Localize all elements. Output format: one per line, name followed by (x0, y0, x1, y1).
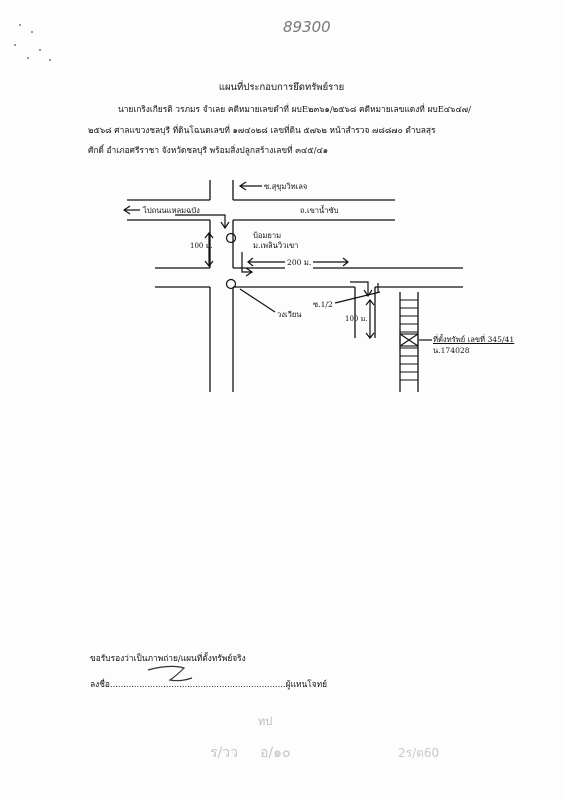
label-distance-100-left: 100 ม. (190, 242, 213, 250)
handwritten-mark-1: ทป (258, 715, 273, 728)
handwritten-mark-3: อ/๑๐ (260, 745, 291, 761)
label-soi-1-2: ซ.1/2 (313, 300, 333, 309)
description-line-1: นายเกริงเกียรติ วรภมร จำเลย คดีหมายเลขดำที่ ผบE๒๓๖๑/๒๕๖๘ คดีหมายเลขแดงที่ ผบE๔๖๔๗/ (118, 104, 471, 114)
label-deed-number: น.174028 (433, 346, 470, 355)
label-distance-100-right: 100 ม. (345, 315, 368, 323)
signature-line (90, 676, 327, 692)
signature-label: ลงชื่อ (90, 679, 110, 689)
label-sukhumvit-soi: ซ.สุขุมวิทเลจ (264, 182, 308, 191)
page-title: แผนที่ประกอบการยึดทรัพย์ราย (218, 82, 345, 93)
handwritten-signature (140, 664, 200, 686)
label-village: ม.เพลินวิวเขา (253, 241, 299, 250)
handwritten-mark-4: 2ร/ต60 (398, 746, 440, 760)
label-roundabout: วงเวียน (277, 310, 302, 319)
label-to-laem-chabang: ไปถนนแหลมฉบัง (143, 206, 200, 215)
signature-role: ผู้แทนโจทย์ (285, 679, 328, 689)
label-property-location: ที่ตั้งทรัพย์ เลขที่ 345/41 (433, 335, 515, 344)
label-distance-200: 200 ม. (287, 258, 312, 267)
label-police-box: ป้อมยาม (253, 231, 282, 240)
label-road-khao-nam-sap: ถ.เขาน้ำซับ (300, 206, 339, 215)
handwritten-number: 89300 (283, 18, 331, 36)
description-line-3: ศักดิ์ อำเภอศรีราชา จังหวัดชลบุรี พร้อมสิ่งปลูกสร้างเลขที่ ๓๔๕/๔๑ (88, 145, 329, 155)
handwritten-mark-2: ร/วว (210, 745, 238, 761)
description-line-2: ๒๕๖๘ ศาลแขวงชลบุรี ที่ดินโฉนดเลขที่ ๑๗๔๐๒๘ เลขที่ดิน ๕๗๖๒ หน้าสำรวจ ๗๘๘๗๐ ตำบลสุร (88, 125, 436, 135)
certification-statement: ขอรับรองว่าเป็นภาพถ่าย/แผนที่ตั้งทรัพย์จริง (90, 653, 246, 663)
signature-dots: .................................................................. (109, 679, 286, 689)
